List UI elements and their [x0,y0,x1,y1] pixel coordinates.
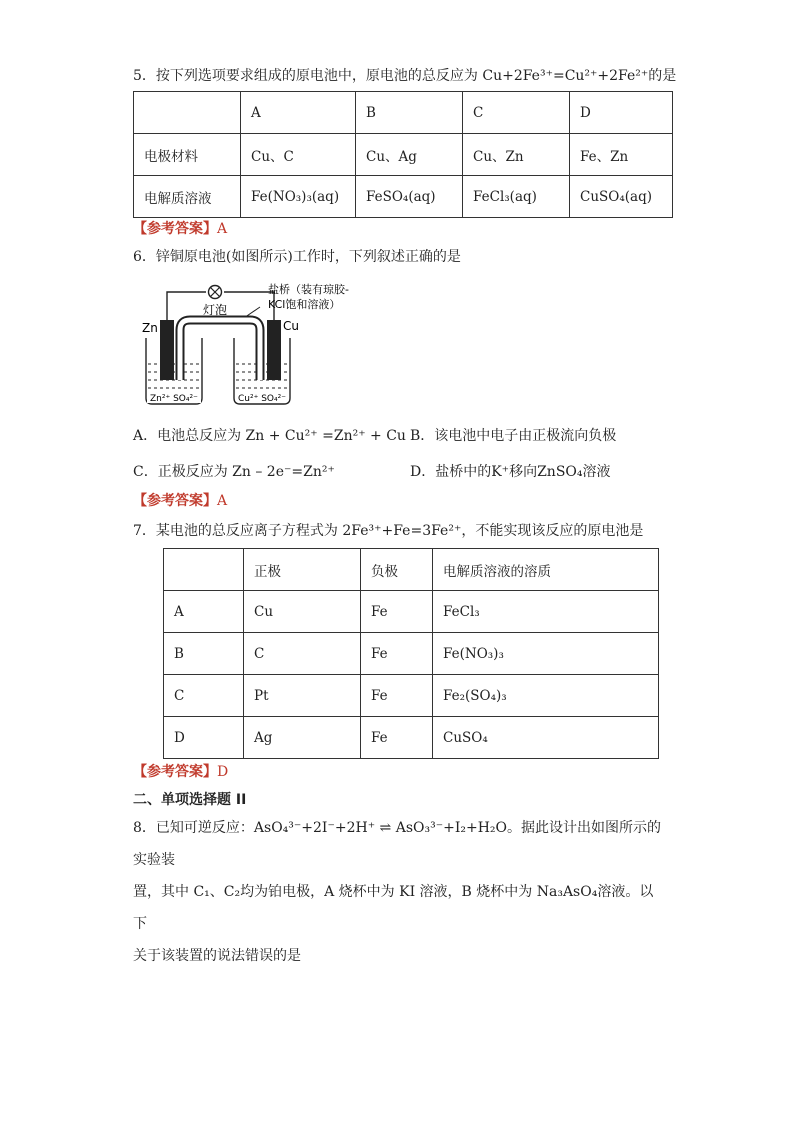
answer-value: A [217,493,228,509]
q5-answer [133,218,227,238]
cu-label: Cu [283,319,299,333]
section-heading: 二、单项选择题 II [133,792,247,808]
q8-line-2: 置，其中 C₁、C₂均为铂电极，A 烧杯中为 KI 溶液，B 烧杯中为 Na₃AsO₄溶液。以下 [133,884,654,932]
table-cell: FeCl₃(aq) [463,176,570,218]
answer-label: 【参考答案】 [133,493,217,509]
table-header-cell: C [463,92,570,134]
q5-table [133,91,673,218]
bridge-label-1: 盐桥（装有琼胶- [268,283,349,296]
q7-stem: 7．某电池的总反应离子方程式为 2Fe³⁺+Fe=3Fe²⁺，不能实现该反应的原电池是 [133,523,644,539]
answer-label: 【参考答案】 [133,764,217,780]
table-row [164,717,659,759]
q6-answer [133,490,227,510]
table-cell: Fe、Zn [570,134,673,176]
q8-line-3: 关于该装置的说法错误的是 [133,948,301,964]
row-label: 电极材料 [134,134,241,176]
table-row [164,591,659,633]
bulb-icon [209,286,222,299]
table-row [134,134,673,176]
table-cell [134,92,241,134]
cu-electrode [267,320,281,380]
answer-label: 【参考答案】 [133,221,217,237]
table-cell: CuSO₄ [433,717,659,759]
table-header-cell: A [241,92,356,134]
zinc-copper-cell-figure [140,280,380,410]
left-solution-label: Zn²⁺ SO₄²⁻ [150,394,198,404]
row-label: 电解质溶液 [134,176,241,218]
bulb-label: 灯泡 [203,303,228,317]
q6-option-a: A．电池总反应为 Zn + Cu²⁺ =Zn²⁺ + Cu [133,428,406,444]
table-cell: C [164,675,244,717]
table-header-cell: D [570,92,673,134]
table-cell: C [244,633,361,675]
table-row [164,633,659,675]
table-row [134,92,673,134]
zn-label: Zn [142,321,158,335]
table-cell: FeSO₄(aq) [356,176,463,218]
zn-electrode [160,320,174,380]
q6-option-d: D．盐桥中的K⁺移向ZnSO₄溶液 [410,464,611,480]
table-row [164,549,659,591]
table-cell: CuSO₄(aq) [570,176,673,218]
table-cell: FeCl₃ [433,591,659,633]
q7-answer [133,761,228,781]
q5-stem: 5．按下列选项要求组成的原电池中，原电池的总反应为 Cu+2Fe³⁺=Cu²⁺+2Fe²⁺的是 [133,68,677,84]
bridge-label-2: KCl饱和溶液） [268,298,341,311]
q6-option-c: C．正极反应为 Zn – 2e⁻=Zn²⁺ [133,464,335,480]
table-cell: Ag [244,717,361,759]
table-cell: D [164,717,244,759]
table-cell: Cu、C [241,134,356,176]
table-cell: Fe₂(SO₄)₃ [433,675,659,717]
table-cell: Fe [361,633,433,675]
table-cell: Fe [361,675,433,717]
q6-option-b: B．该电池中电子由正极流向负极 [410,428,617,444]
q7-table [163,548,659,759]
table-cell: Cu、Zn [463,134,570,176]
q8-stem [133,812,663,972]
table-cell: B [164,633,244,675]
q6-stem: 6．锌铜原电池(如图所示)工作时，下列叙述正确的是 [133,249,461,265]
table-header-cell: 正极 [244,549,361,591]
table-cell: Fe(NO₃)₃(aq) [241,176,356,218]
table-header-cell: 电解质溶液的溶质 [433,549,659,591]
table-cell: A [164,591,244,633]
table-cell: Fe [361,591,433,633]
table-cell: Cu、Ag [356,134,463,176]
answer-value: D [217,764,229,780]
table-row [164,675,659,717]
table-header-cell: B [356,92,463,134]
table-cell: Pt [244,675,361,717]
right-solution-label: Cu²⁺ SO₄²⁻ [238,394,286,404]
table-cell [164,549,244,591]
answer-value: A [217,221,228,237]
table-cell: Fe(NO₃)₃ [433,633,659,675]
table-cell: Fe [361,717,433,759]
q8-line-1: 8．已知可逆反应：AsO₄³⁻+2I⁻+2H⁺ ⇌ AsO₃³⁻+I₂+H₂O。据此设计出如图所示的实验装 [133,820,662,868]
table-row [134,176,673,218]
table-cell: Cu [244,591,361,633]
table-header-cell: 负极 [361,549,433,591]
